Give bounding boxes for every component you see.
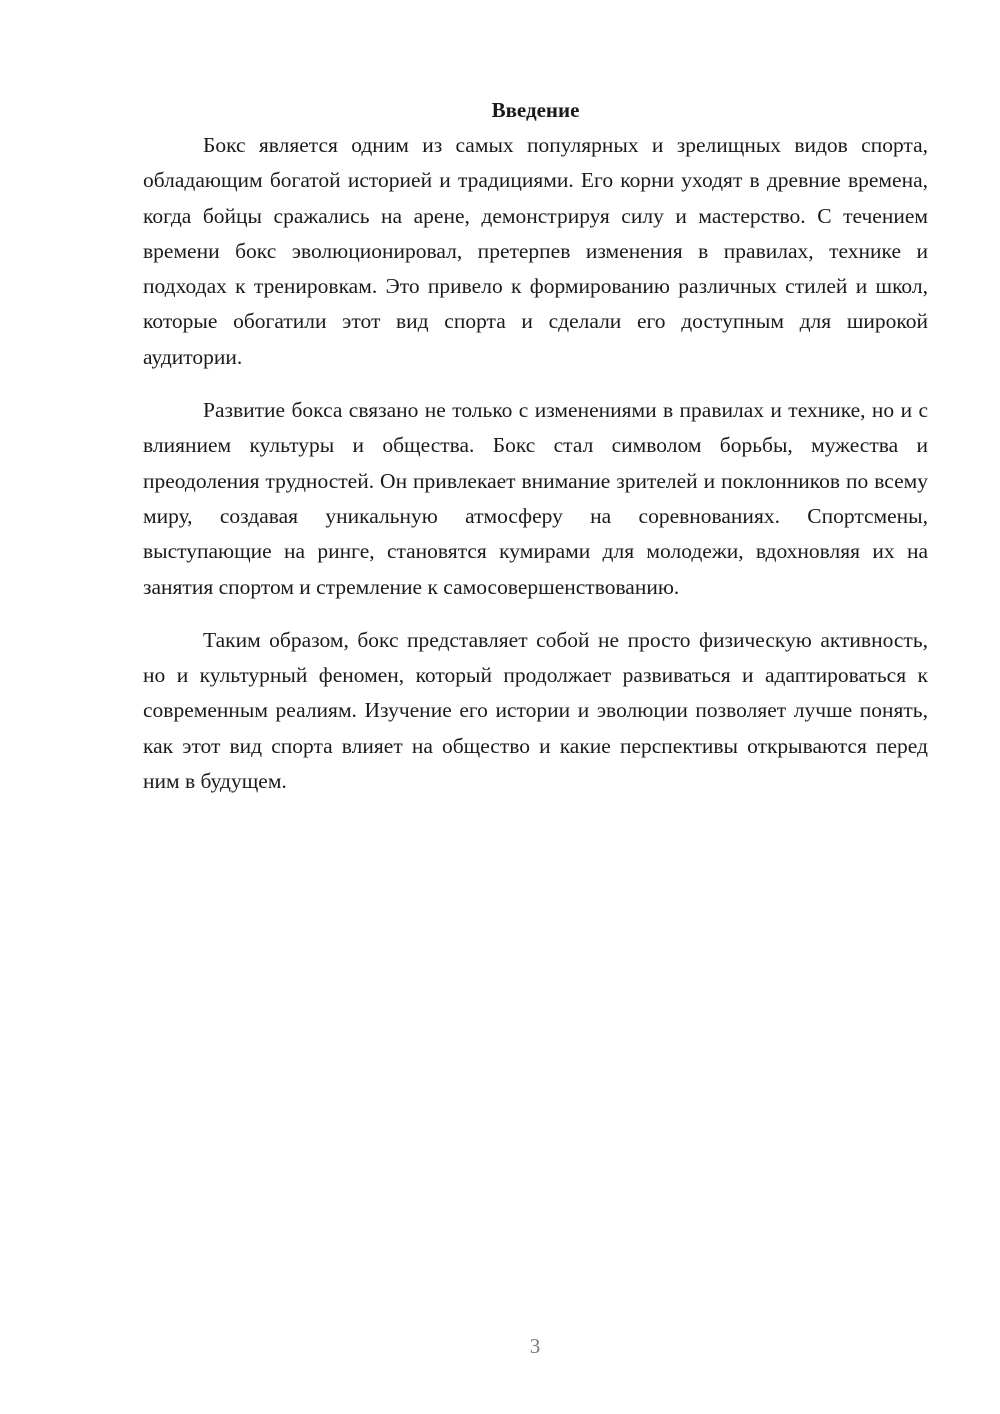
- paragraph-2: Развитие бокса связано не только с изменениями в правилах и технике, но и с влиянием культуры и общества. Бокс стал символом борьбы, мужества и преодоления трудностей. Он привлекает внимание зрителей и поклонников по всему миру, создавая уникальную атмосферу на соревнованиях. Спортсмены, выступающие на ринге, становятся кумирами для молодежи, вдохновляя их на занятия спортом и стремление к самосовершенствованию.: [143, 398, 928, 599]
- paragraph-1: Бокс является одним из самых популярных и зрелищных видов спорта, обладающим богатой историей и традициями. Его корни уходят в древние времена, когда бойцы сражались на арене, демонстрируя силу и мастерство. С течением времени бокс эволюционировал, претерпев изменения в правилах, технике и подходах к тренировкам. Это привело к формированию различных стилей и школ, которые обогатили этот вид спорта и сделали его доступным для широкой аудитории.: [143, 133, 928, 369]
- section-heading: Введение: [491, 98, 580, 122]
- page-number: 3: [529, 1334, 541, 1358]
- page-content: [143, 94, 928, 817]
- paragraph-3: Таким образом, бокс представляет собой не просто физическую активность, но и культурный феномен, который продолжает развиваться и адаптироваться к современным реалиям. Изучение его истории и эволюции позволяет лучше понять, как этот вид спорта влияет на общество и какие перспективы открываются перед ним в будущем.: [143, 627, 928, 794]
